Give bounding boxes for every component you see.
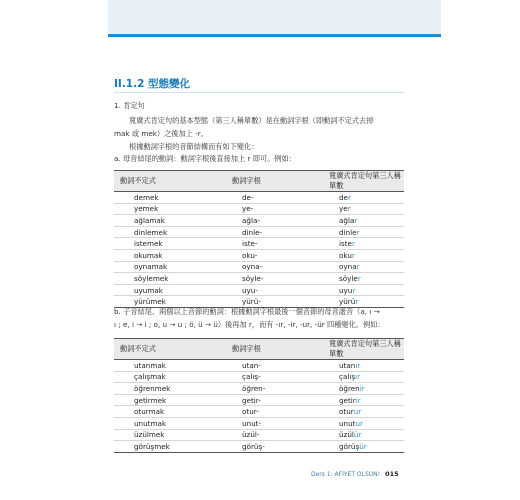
- table-row: [114, 406, 404, 418]
- cell-aorist: [323, 192, 404, 204]
- item-title: 1. 肯定句: [114, 101, 145, 110]
- header-infinitive: 動詞不定式: [114, 171, 226, 192]
- cell-aorist: [323, 249, 404, 261]
- cell-infinitive: demek: [114, 192, 226, 204]
- cell-infinitive: okumak: [114, 249, 226, 261]
- header-root: 動詞字根: [226, 339, 323, 360]
- verb-stem: görüş: [339, 441, 360, 451]
- table-row: [114, 261, 404, 273]
- table-row: [114, 249, 404, 261]
- aorist-suffix: r: [352, 285, 356, 295]
- verb-stem: yürü: [339, 297, 356, 307]
- verb-stem: uyu: [339, 285, 353, 295]
- table-row: [114, 429, 404, 441]
- cell-root: iste-: [226, 238, 323, 250]
- case-b-label-cont: ı ; e, i → i ; o, u → u ; ö, ü → ü）後再加 r，而有 -ır, -ir, -ur, -ür 四種變化。例如：: [114, 320, 385, 329]
- table-row: [114, 203, 404, 215]
- table-row: [114, 417, 404, 429]
- cell-root: öğren-: [226, 383, 323, 395]
- cell-root: oku-: [226, 249, 323, 261]
- aorist-suffix: r: [351, 239, 355, 249]
- cell-aorist: [323, 226, 404, 238]
- cell-aorist: [323, 441, 404, 453]
- cell-infinitive: istemek: [114, 238, 226, 250]
- cell-root: getir-: [226, 394, 323, 406]
- header-infinitive: 動詞不定式: [114, 339, 226, 360]
- cell-root: ağla-: [226, 215, 323, 227]
- cell-infinitive: görüşmek: [114, 441, 226, 453]
- cell-infinitive: oynamak: [114, 261, 226, 273]
- aorist-suffix: r: [357, 273, 361, 283]
- verb-stem: çalış: [339, 372, 356, 382]
- cell-root: otur-: [226, 406, 323, 418]
- verb-stem: öğren: [339, 383, 360, 393]
- table-consonant-ending: [114, 338, 404, 453]
- cell-infinitive: dinlemek: [114, 226, 226, 238]
- page-footer: [311, 470, 399, 478]
- cell-aorist: [323, 383, 404, 395]
- cell-root: dinle-: [226, 226, 323, 238]
- verb-stem: getir: [339, 395, 356, 405]
- body-paragraph-1-cont: mak 或 mek）之後加上 -r。: [114, 129, 208, 138]
- heading-divider: [114, 92, 404, 93]
- verb-stem: dinle: [339, 227, 357, 237]
- cell-infinitive: utanmak: [114, 360, 226, 372]
- aorist-suffix: ır: [355, 360, 361, 370]
- aorist-suffix: r: [351, 250, 355, 260]
- table-header-row: [114, 339, 404, 360]
- case-a-label: a. 母音結尾的動詞：動詞字根後直接加上 r 即可。例如：: [114, 154, 296, 163]
- table-row: [114, 383, 404, 395]
- cell-root: de-: [226, 192, 323, 204]
- cell-root: çalış-: [226, 371, 323, 383]
- cell-infinitive: üzülmek: [114, 429, 226, 441]
- table-row: [114, 215, 404, 227]
- body-paragraph-1: 寬廣式肯定句的基本型態（第三人稱單數）是在動詞字根（即動詞不定式去掉: [129, 116, 374, 125]
- aorist-suffix: r: [356, 262, 360, 272]
- cell-root: uyu-: [226, 284, 323, 296]
- cell-aorist: [323, 417, 404, 429]
- header-aorist: 寬廣式肯定句第三人稱單數: [323, 171, 404, 192]
- aorist-suffix: ür: [353, 430, 362, 440]
- table-row: [114, 226, 404, 238]
- aorist-suffix: ur: [353, 407, 362, 417]
- header-rule: [108, 34, 441, 37]
- cell-aorist: [323, 215, 404, 227]
- cell-root: söyle-: [226, 273, 323, 285]
- cell-infinitive: ağlamak: [114, 215, 226, 227]
- aorist-suffix: ir: [355, 395, 361, 405]
- table-row: [114, 284, 404, 296]
- aorist-suffix: r: [347, 192, 351, 202]
- table-row: [114, 273, 404, 285]
- cell-aorist: [323, 394, 404, 406]
- aorist-suffix: ür: [359, 441, 367, 451]
- cell-aorist: [323, 371, 404, 383]
- aorist-suffix: ir: [359, 383, 365, 393]
- cell-aorist: [323, 406, 404, 418]
- body-paragraph-2: 根據動詞字根的音節結構而有如下變化：: [129, 142, 259, 151]
- cell-root: görüş-: [226, 441, 323, 453]
- aorist-suffix: r: [356, 227, 360, 237]
- verb-stem: ağla: [339, 215, 355, 225]
- aorist-suffix: r: [355, 297, 359, 307]
- table-row: [114, 238, 404, 250]
- verb-stem: oku: [339, 250, 352, 260]
- cell-infinitive: söylemek: [114, 273, 226, 285]
- header-root: 動詞字根: [226, 171, 323, 192]
- cell-aorist: [323, 203, 404, 215]
- cell-infinitive: oturmak: [114, 406, 226, 418]
- table-row: [114, 394, 404, 406]
- verb-stem: oyna: [339, 262, 357, 272]
- verb-stem: üzül: [339, 430, 354, 440]
- cell-aorist: [323, 261, 404, 273]
- cell-infinitive: yürümek: [114, 296, 226, 308]
- table-header-row: [114, 171, 404, 192]
- cell-infinitive: çalışmak: [114, 371, 226, 383]
- table-row: [114, 360, 404, 372]
- cell-aorist: [323, 238, 404, 250]
- cell-infinitive: uyumak: [114, 284, 226, 296]
- aorist-suffix: r: [347, 204, 351, 214]
- verb-stem: iste: [339, 239, 352, 249]
- aorist-suffix: ır: [355, 372, 361, 382]
- cell-aorist: [323, 360, 404, 372]
- header-band: [108, 0, 441, 34]
- table-row: [114, 441, 404, 453]
- verb-stem: ye: [339, 204, 348, 214]
- page-number: 015: [385, 470, 399, 478]
- cell-aorist: [323, 284, 404, 296]
- cell-root: unut-: [226, 417, 323, 429]
- verb-stem: otur: [339, 407, 354, 417]
- aorist-suffix: r: [354, 215, 358, 225]
- cell-aorist: [323, 273, 404, 285]
- verb-stem: de: [339, 192, 348, 202]
- cell-root: ye-: [226, 203, 323, 215]
- cell-root: oyna-: [226, 261, 323, 273]
- cell-infinitive: öğrenmek: [114, 383, 226, 395]
- header-aorist: 寬廣式肯定句第三人稱單數: [323, 339, 404, 360]
- table-vowel-ending: [114, 170, 404, 308]
- footer-lesson-title: Ders 1: AFİYET OLSUN!: [311, 471, 381, 478]
- cell-infinitive: getirmek: [114, 394, 226, 406]
- cell-infinitive: yemek: [114, 203, 226, 215]
- section-heading: II.1.2 型態變化: [114, 78, 191, 90]
- cell-root: yürü-: [226, 296, 323, 308]
- cell-aorist: [323, 429, 404, 441]
- verb-stem: utan: [339, 360, 356, 370]
- aorist-suffix: ur: [355, 418, 363, 428]
- case-b-label: b. 子音結尾、兩個以上音節的動詞：根據動詞字根最後一個音節的母音諧音（a, ı →: [114, 307, 380, 316]
- cell-root: utan-: [226, 360, 323, 372]
- cell-root: üzül-: [226, 429, 323, 441]
- verb-stem: söyle: [339, 273, 358, 283]
- table-row: [114, 192, 404, 204]
- cell-infinitive: unutmak: [114, 417, 226, 429]
- verb-stem: unut: [339, 418, 356, 428]
- table-row: [114, 371, 404, 383]
